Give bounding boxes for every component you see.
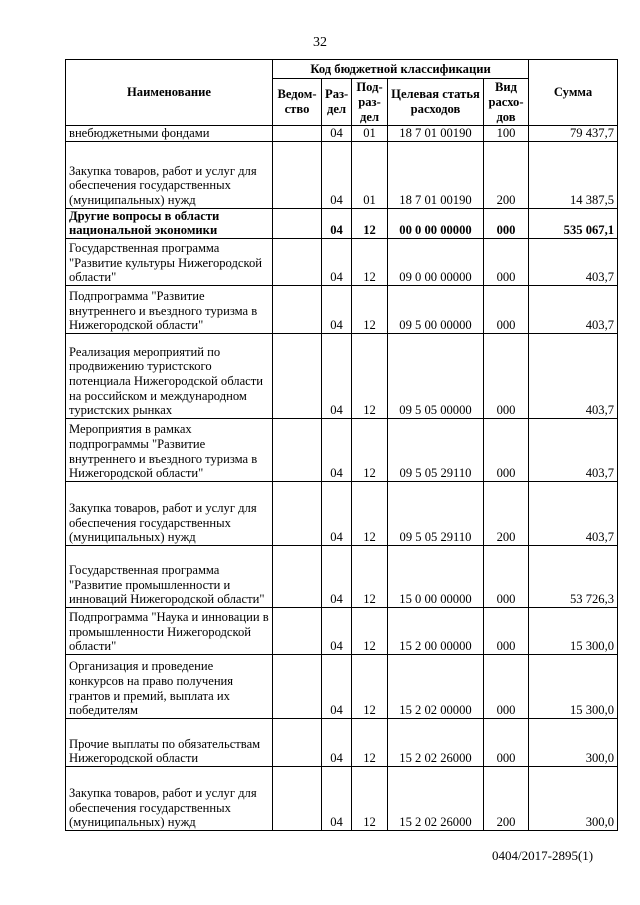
table-row xyxy=(66,238,618,285)
row-target-article-cell: 18 7 01 00190 xyxy=(388,126,484,142)
row-expense-type-cell: 000 xyxy=(484,545,529,607)
row-sum-cell: 15 300,0 xyxy=(529,654,618,718)
header-vedomstvo: Ведом-ство xyxy=(273,79,322,126)
row-expense-type-cell: 000 xyxy=(484,333,529,418)
row-target-article-cell: 09 5 05 29110 xyxy=(388,418,484,481)
row-vedomstvo-cell xyxy=(273,766,322,830)
row-name-cell: Закупка товаров, работ и услуг для обеспечения государственных (муниципальных) нужд xyxy=(66,141,273,208)
page-number: 32 xyxy=(313,35,327,50)
table-row xyxy=(66,208,618,238)
table-row xyxy=(66,418,618,481)
row-sum-cell: 403,7 xyxy=(529,333,618,418)
row-target-article-cell: 15 0 00 00000 xyxy=(388,545,484,607)
row-name-cell: Мероприятия в рамках подпрограммы "Развитие внутреннего и въездного туризма в Нижегородской области" xyxy=(66,418,273,481)
row-target-article-cell: 15 2 00 00000 xyxy=(388,607,484,654)
row-razdel-cell: 04 xyxy=(322,766,352,830)
row-target-article-cell: 09 5 05 29110 xyxy=(388,481,484,545)
row-sum-cell: 14 387,5 xyxy=(529,141,618,208)
row-podrazdel-cell: 12 xyxy=(352,718,388,766)
row-razdel-cell: 04 xyxy=(322,126,352,142)
table-row xyxy=(66,333,618,418)
row-podrazdel-cell: 01 xyxy=(352,141,388,208)
header-podrazdel: Под-раз-дел xyxy=(352,79,388,126)
table-row xyxy=(66,285,618,333)
row-name-cell: внебюджетными фондами xyxy=(66,126,273,142)
row-expense-type-cell: 000 xyxy=(484,418,529,481)
row-vedomstvo-cell xyxy=(273,418,322,481)
row-podrazdel-cell: 12 xyxy=(352,208,388,238)
row-razdel-cell: 04 xyxy=(322,545,352,607)
row-podrazdel-cell: 12 xyxy=(352,418,388,481)
row-expense-type-cell: 000 xyxy=(484,238,529,285)
row-expense-type-cell: 000 xyxy=(484,607,529,654)
table-row xyxy=(66,607,618,654)
row-name-cell: Подпрограмма "Наука и инновации в промышленности Нижегородской области" xyxy=(66,607,273,654)
row-podrazdel-cell: 12 xyxy=(352,545,388,607)
row-expense-type-cell: 200 xyxy=(484,481,529,545)
row-vedomstvo-cell xyxy=(273,545,322,607)
row-target-article-cell: 18 7 01 00190 xyxy=(388,141,484,208)
row-podrazdel-cell: 12 xyxy=(352,333,388,418)
row-razdel-cell: 04 xyxy=(322,607,352,654)
row-razdel-cell: 04 xyxy=(322,418,352,481)
header-razdel: Раз-дел xyxy=(322,79,352,126)
row-expense-type-cell: 000 xyxy=(484,208,529,238)
table-row xyxy=(66,141,618,208)
table-row xyxy=(66,766,618,830)
row-name-cell: Государственная программа "Развитие культуры Нижегородской области" xyxy=(66,238,273,285)
table-row xyxy=(66,545,618,607)
row-vedomstvo-cell xyxy=(273,208,322,238)
header-sum: Сумма xyxy=(529,60,618,126)
row-vedomstvo-cell xyxy=(273,654,322,718)
row-expense-type-cell: 100 xyxy=(484,126,529,142)
row-razdel-cell: 04 xyxy=(322,481,352,545)
row-target-article-cell: 00 0 00 00000 xyxy=(388,208,484,238)
table-row xyxy=(66,718,618,766)
row-razdel-cell: 04 xyxy=(322,141,352,208)
row-name-cell: Организация и проведение конкурсов на право получения грантов и премий, выплата их победителям xyxy=(66,654,273,718)
row-expense-type-cell: 000 xyxy=(484,718,529,766)
header-classification-code: Код бюджетной классификации xyxy=(273,60,529,79)
row-razdel-cell: 04 xyxy=(322,238,352,285)
row-name-cell: Подпрограмма "Развитие внутреннего и въездного туризма в Нижегородской области" xyxy=(66,285,273,333)
row-sum-cell: 403,7 xyxy=(529,285,618,333)
row-sum-cell: 300,0 xyxy=(529,718,618,766)
row-razdel-cell: 04 xyxy=(322,285,352,333)
row-sum-cell: 300,0 xyxy=(529,766,618,830)
row-vedomstvo-cell xyxy=(273,141,322,208)
table-row xyxy=(66,654,618,718)
row-expense-type-cell: 000 xyxy=(484,654,529,718)
row-podrazdel-cell: 12 xyxy=(352,607,388,654)
row-expense-type-cell: 200 xyxy=(484,141,529,208)
row-name-cell: Реализация мероприятий по продвижению туристского потенциала Нижегородской области на российском и международном туристских рынках xyxy=(66,333,273,418)
row-podrazdel-cell: 12 xyxy=(352,766,388,830)
row-name-cell: Закупка товаров, работ и услуг для обеспечения государственных (муниципальных) нужд xyxy=(66,766,273,830)
row-razdel-cell: 04 xyxy=(322,718,352,766)
row-name-cell: Государственная программа "Развитие промышленности и инноваций Нижегородской области" xyxy=(66,545,273,607)
row-target-article-cell: 15 2 02 26000 xyxy=(388,766,484,830)
row-vedomstvo-cell xyxy=(273,238,322,285)
row-sum-cell: 535 067,1 xyxy=(529,208,618,238)
row-sum-cell: 79 437,7 xyxy=(529,126,618,142)
header-expense-type: Вид расхо-дов xyxy=(484,79,529,126)
row-sum-cell: 403,7 xyxy=(529,238,618,285)
row-sum-cell: 15 300,0 xyxy=(529,607,618,654)
row-razdel-cell: 04 xyxy=(322,654,352,718)
row-sum-cell: 403,7 xyxy=(529,418,618,481)
row-name-cell: Другие вопросы в области национальной экономики xyxy=(66,208,273,238)
table-row xyxy=(66,126,618,142)
row-podrazdel-cell: 12 xyxy=(352,481,388,545)
header-name: Наименование xyxy=(66,60,273,126)
row-target-article-cell: 09 5 00 00000 xyxy=(388,285,484,333)
row-expense-type-cell: 000 xyxy=(484,285,529,333)
row-vedomstvo-cell xyxy=(273,607,322,654)
row-vedomstvo-cell xyxy=(273,718,322,766)
row-podrazdel-cell: 12 xyxy=(352,238,388,285)
header-target-article: Целевая статья расходов xyxy=(388,79,484,126)
row-razdel-cell: 04 xyxy=(322,208,352,238)
row-razdel-cell: 04 xyxy=(322,333,352,418)
row-vedomstvo-cell xyxy=(273,126,322,142)
row-target-article-cell: 09 0 00 00000 xyxy=(388,238,484,285)
table-body xyxy=(66,126,618,831)
document-code: 0404/2017-2895(1) xyxy=(492,848,594,863)
row-podrazdel-cell: 12 xyxy=(352,285,388,333)
row-vedomstvo-cell xyxy=(273,481,322,545)
row-target-article-cell: 09 5 05 00000 xyxy=(388,333,484,418)
row-target-article-cell: 15 2 02 00000 xyxy=(388,654,484,718)
row-podrazdel-cell: 01 xyxy=(352,126,388,142)
row-name-cell: Прочие выплаты по обязательствам Нижегородской области xyxy=(66,718,273,766)
row-name-cell: Закупка товаров, работ и услуг для обеспечения государственных (муниципальных) нужд xyxy=(66,481,273,545)
row-vedomstvo-cell xyxy=(273,333,322,418)
row-expense-type-cell: 200 xyxy=(484,766,529,830)
row-sum-cell: 403,7 xyxy=(529,481,618,545)
row-vedomstvo-cell xyxy=(273,285,322,333)
row-podrazdel-cell: 12 xyxy=(352,654,388,718)
table-row xyxy=(66,481,618,545)
budget-table xyxy=(65,59,618,831)
row-target-article-cell: 15 2 02 26000 xyxy=(388,718,484,766)
row-sum-cell: 53 726,3 xyxy=(529,545,618,607)
